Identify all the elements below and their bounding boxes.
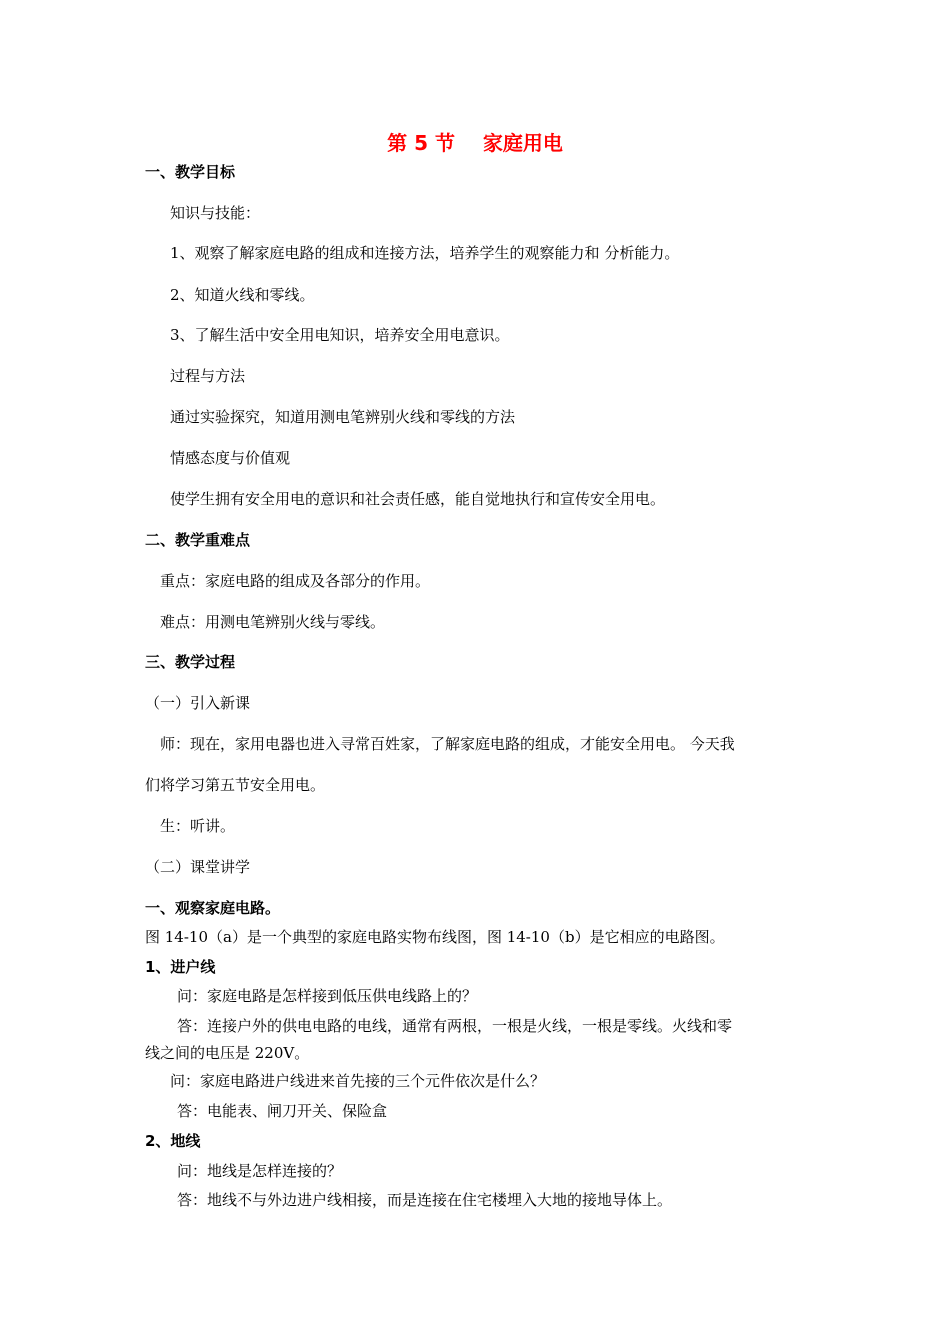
key-point-text: 重点：家庭电路的组成及各部分的作用。 xyxy=(160,572,431,590)
goal-item-2: 2、知道火线和零线。 xyxy=(170,286,315,304)
subheading-attitude-values: 情感态度与价值观 xyxy=(170,449,291,467)
student-text: 生：听讲。 xyxy=(160,817,236,835)
part-classroom-lecture: （二）课堂讲学 xyxy=(145,858,251,876)
goal-item-3: 3、了解生活中安全用电知识，培养安全用电意识。 xyxy=(170,326,510,344)
page-title: 第 5 节 家庭用电 xyxy=(387,131,563,155)
part-introduce-lesson: （一）引入新课 xyxy=(145,694,251,712)
subheading-knowledge-skills: 知识与技能： xyxy=(170,204,261,222)
observe-circuit-text: 图 14-10（a）是一个典型的家庭电路实物布线图，图 14-10（b）是它相应的电路图。 xyxy=(145,928,725,946)
subheading-process-method: 过程与方法 xyxy=(170,367,246,385)
section-heading-teaching-goals: 一、教学目标 xyxy=(145,163,236,181)
process-method-text: 通过实验探究，知道用测电笔辨别火线和零线的方法 xyxy=(170,408,516,426)
section-heading-key-points: 二、教学重难点 xyxy=(145,531,251,549)
ground-line-question: 问：地线是怎样连接的？ xyxy=(177,1162,343,1180)
service-line-question-1: 问：家庭电路是怎样接到低压供电线路上的？ xyxy=(177,987,478,1005)
heading-service-line: 1、进户线 xyxy=(145,958,216,976)
ground-line-answer: 答：地线不与外边进户线相接，而是连接在住宅楼埋入大地的接地导体上。 xyxy=(177,1191,673,1209)
difficult-point-text: 难点：用测电笔辨别火线与零线。 xyxy=(160,613,386,631)
teacher-text-line-2: 们将学习第五节安全用电。 xyxy=(145,776,326,794)
service-line-answer-2: 答：电能表、闸刀开关、保险盒 xyxy=(177,1102,388,1120)
service-line-answer-1-line-1: 答：连接户外的供电电路的电线，通常有两根，一根是火线，一根是零线。火线和零 xyxy=(177,1017,733,1035)
heading-ground-line: 2、地线 xyxy=(145,1132,201,1150)
service-line-answer-1-line-2: 线之间的电压是 220V。 xyxy=(145,1044,310,1062)
section-heading-teaching-process: 三、教学过程 xyxy=(145,653,236,671)
teacher-text-line-1: 师：现在，家用电器也进入寻常百姓家，了解家庭电路的组成，才能安全用电。 今天我 xyxy=(160,735,735,753)
heading-observe-circuit: 一、观察家庭电路。 xyxy=(145,899,281,917)
service-line-question-2: 问：家庭电路进户线进来首先接的三个元件依次是什么？ xyxy=(170,1072,546,1090)
goal-item-1: 1、观察了解家庭电路的组成和连接方法，培养学生的观察能力和 分析能力。 xyxy=(170,244,680,262)
attitude-values-text: 使学生拥有安全用电的意识和社会责任感，能自觉地执行和宣传安全用电。 xyxy=(170,490,666,508)
